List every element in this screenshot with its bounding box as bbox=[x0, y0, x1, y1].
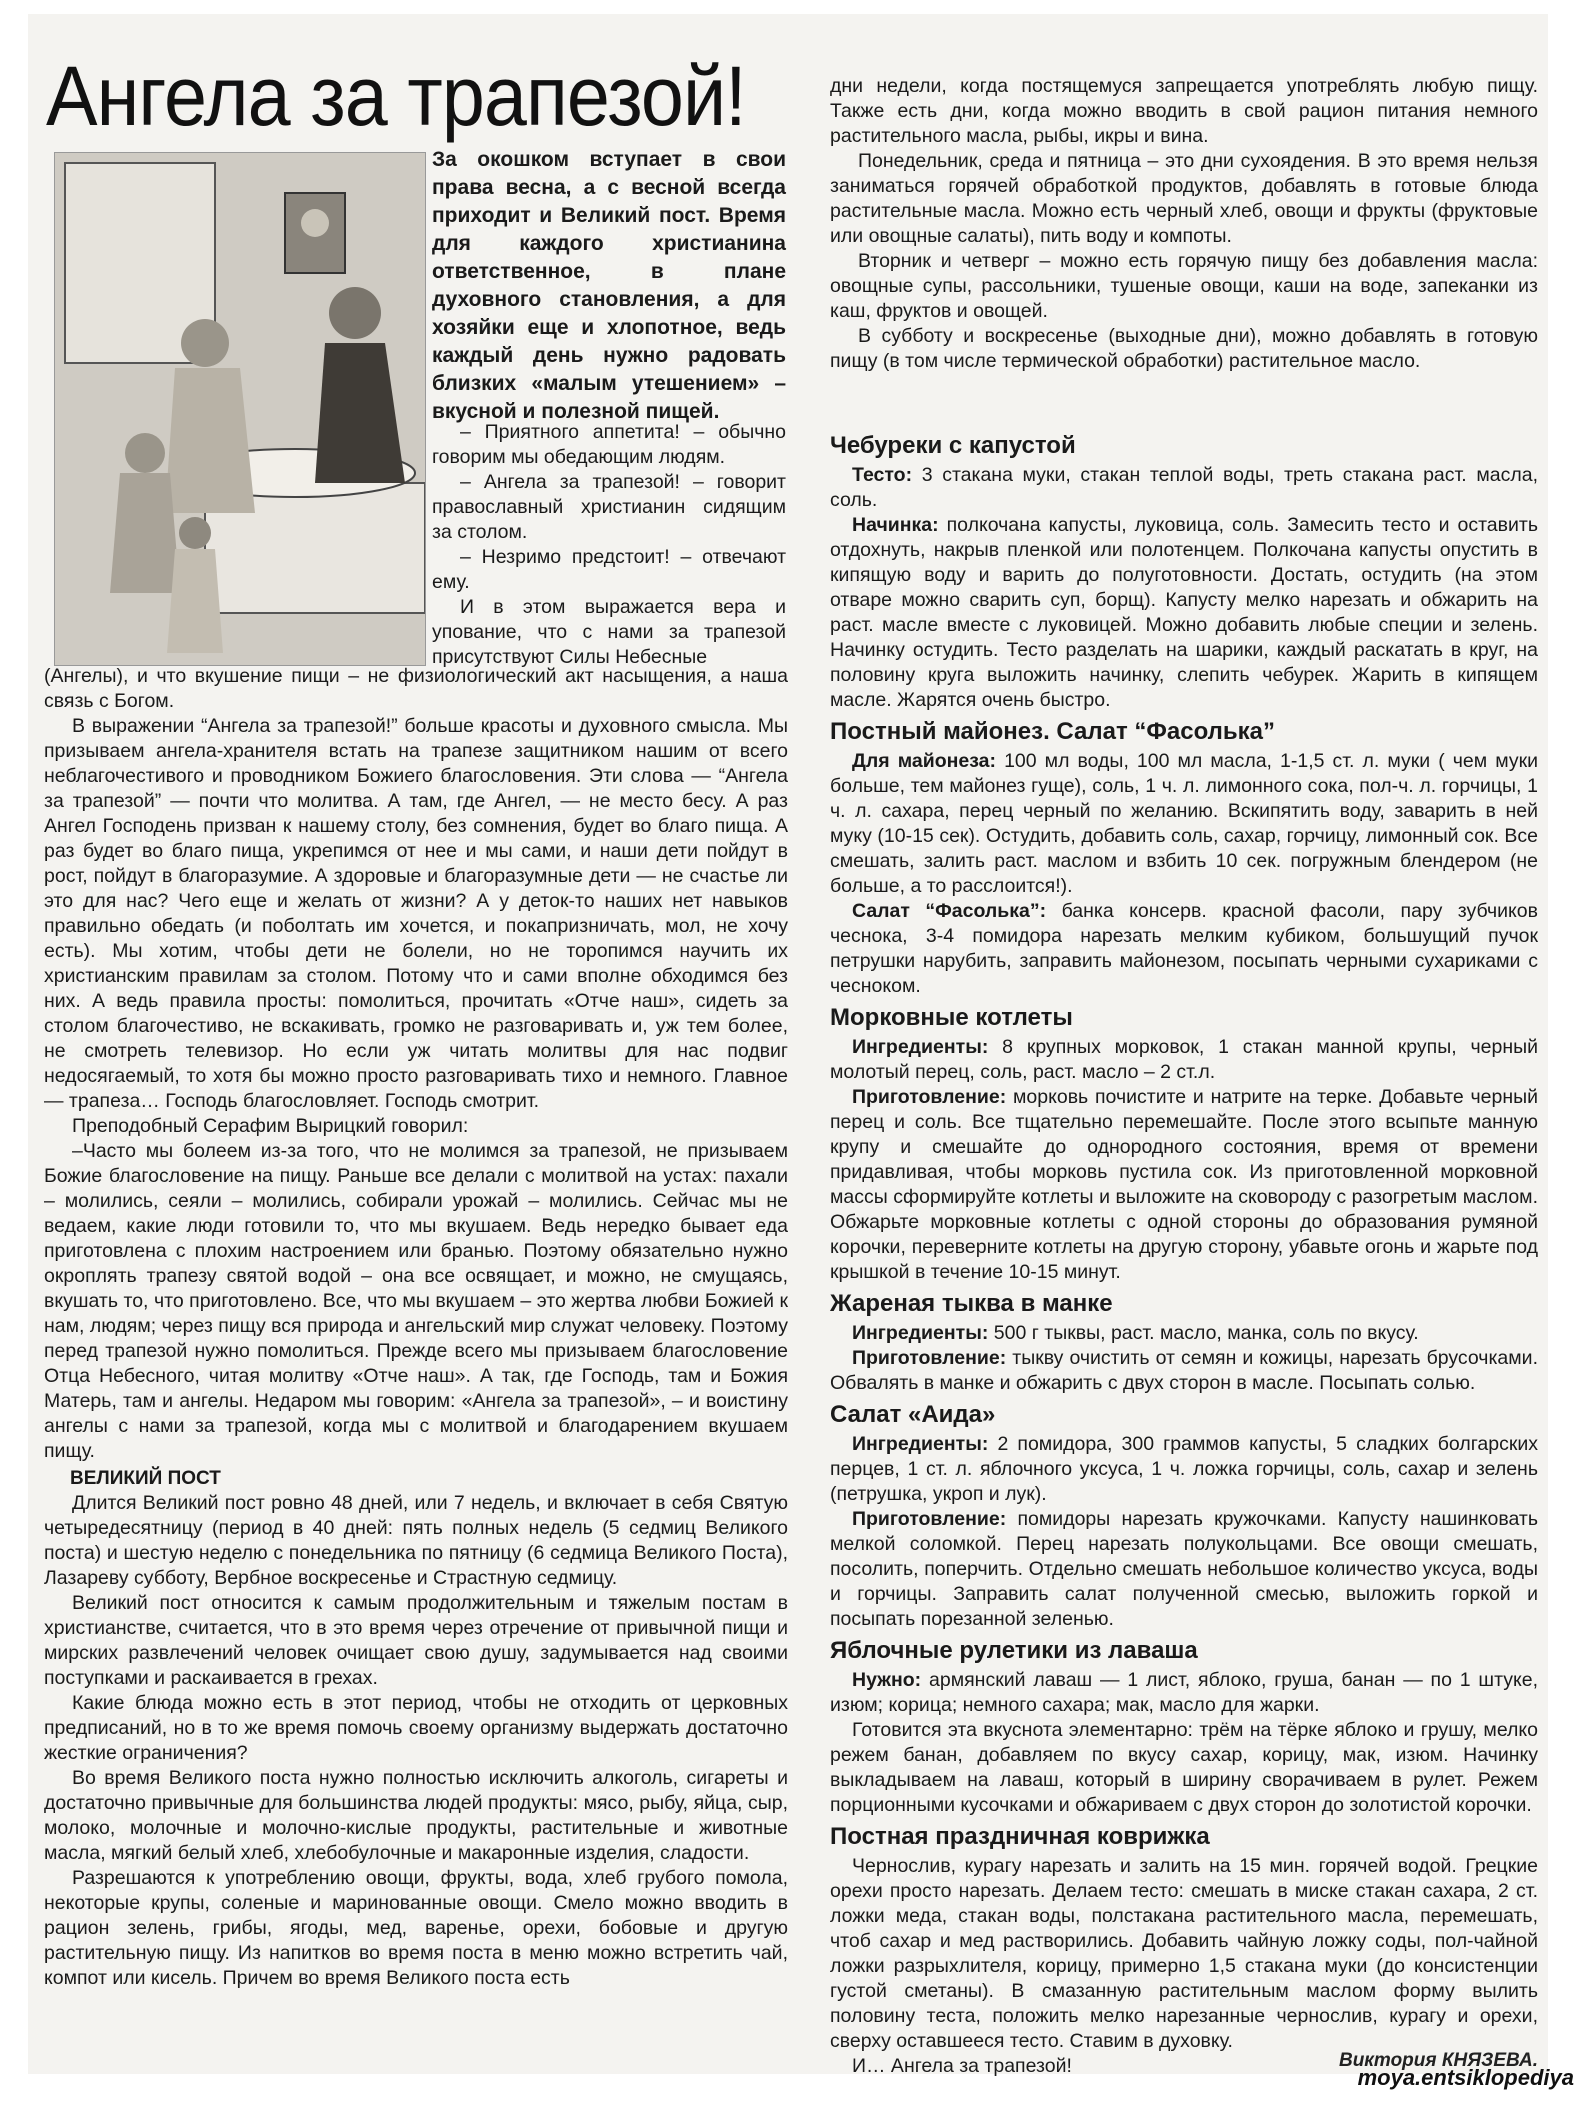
paragraph: В субботу и воскресенье (выходные дни), можно добавлять в готовую пищу (в том числе термической обработки) растительное масло. bbox=[830, 325, 1538, 372]
recipe-label: Приготовление: bbox=[852, 1508, 1007, 1530]
recipe-title: Морковные котлеты bbox=[830, 1004, 1073, 1031]
recipe-text: 8 крупных морковок, 1 стакан манной крупы, черный молотый перец, соль, раст. масло – 2 ст.л. bbox=[830, 1036, 1538, 1083]
paragraph: – Приятного аппетита! – обычно говорим мы обедающим людям. bbox=[432, 421, 786, 468]
recipe-block bbox=[830, 1636, 1538, 1818]
source-watermark: moya.entsiklopediya bbox=[1357, 2065, 1574, 2090]
recipe-title: Чебуреки с капустой bbox=[830, 432, 1076, 459]
recipe-title: Жареная тыква в манке bbox=[830, 1290, 1113, 1317]
recipe-paragraph bbox=[830, 749, 1538, 899]
recipe-text: И… Ангела за трапезой! bbox=[852, 2055, 1072, 2077]
paragraph: дни недели, когда постящемуся запрещается употреблять любую пищу. Также есть дни, когда можно вводить в свой рацион питания немного растительного масла, рыбы, икры и вина. bbox=[830, 75, 1538, 147]
recipe-block bbox=[830, 717, 1538, 999]
recipe-text: морковь почистите и натрите на терке. Добавьте черный перец и соль. Все тщательно перемешайте. После этого всыпьте манную крупу и смешайте до однородного состояния, время от времени придавливая, чтобы морковь пустила сок. Из приготовленной морковной массы сформируйте котлеты и выложите на сковороду с разогретым маслом. Обжарьте морковные котлеты с одной стороны до образования румяной корочки, переверните котлеты на другую сторону, убавьте огонь и жарьте под крышкой в течение 10-15 минут. bbox=[830, 1086, 1538, 1283]
article-lead: За окошком вступает в свои права весна, а с весной всегда приходит и Великий пост. Время для каждого христианина ответственное, в плане духовного становления, а для хозяйки еще и хлопотное, ведь каждый день нужно радовать близких «малым утешением» – вкусной и полезной пищей. bbox=[432, 148, 786, 423]
recipe-paragraph bbox=[830, 1035, 1538, 1085]
recipe-label: Нужно: bbox=[852, 1669, 922, 1691]
paragraph: Разрешаются к употреблению овощи, фрукты, вода, хлеб грубого помола, некоторые крупы, соленые и маринованные овощи. Смело можно вводить в рацион зелень, грибы, ягоды, мед, варенье, орехи, бобовые и другую растительную пищу. Из напитков во время поста в меню можно встретить чай, компот или кисель. Причем во время Великого поста есть bbox=[44, 1867, 788, 1989]
article-title: Ангела за трапезой! bbox=[46, 49, 746, 143]
recipe-paragraph bbox=[830, 1321, 1538, 1346]
recipe-text: помидоры нарезать кружочками. Капусту нашинковать мелкой соломкой. Перец нарезать полукольцами. Все овощи смешать, посолить, поперчить. Отдельно смешать небольшое количество уксуса, воды и горчицы. Заправить салат полученной смесью, выложить горкой и посыпать порезанной зеленью. bbox=[830, 1508, 1538, 1630]
family-prayer-illustration bbox=[54, 152, 426, 666]
paragraph: – Незримо предстоит! – отвечают ему. bbox=[432, 546, 786, 593]
recipe-title: Яблочные рулетики из лаваша bbox=[830, 1637, 1198, 1664]
recipe-paragraph bbox=[830, 1507, 1538, 1632]
recipe-paragraph bbox=[830, 1718, 1538, 1818]
recipe-title: Постный майонез. Салат “Фасолька” bbox=[830, 718, 1276, 745]
recipe-label: Ингредиенты: bbox=[852, 1322, 989, 1344]
recipe-title: Салат «Аида» bbox=[830, 1401, 996, 1428]
recipe-text: тыкву очистить от семян и кожицы, нарезать брусочками. Обвалять в манке и обжарить с двух сторон в масле. Посыпать солью. bbox=[830, 1347, 1538, 1394]
recipe-paragraph bbox=[830, 1854, 1538, 2054]
newspaper-page bbox=[28, 14, 1548, 2077]
recipe-paragraph bbox=[830, 463, 1538, 513]
recipe-text: 100 мл воды, 100 мл масла, 1-1,5 ст. л. муки ( чем муки больше, тем майонез гуще), соль, 1 ч. л. лимонного сока, пол-ч. л. горчицы, 1 ч. л. сахара, перец черный по желанию. Вскипятить воду, заварить в ней муку (10-15 сек). Остудить, добавить соль, сахар, горчицу, лимонный сок. Все смешать, залить раст. маслом и взбить 10 сек. погружным блендером (не больше, а то расслоится!). bbox=[830, 750, 1539, 897]
recipe-title: Постная праздничная коврижка bbox=[830, 1823, 1210, 1850]
recipe-label: Ингредиенты: bbox=[852, 1036, 989, 1058]
recipes-list bbox=[830, 427, 1538, 2079]
recipe-label: Для майонеза: bbox=[852, 750, 997, 772]
paragraph: Вторник и четверг – можно есть горячую пищу без добавления масла: овощные супы, рассольники, тушеные овощи, каши на воде, запеканки из каш, фруктов и овощей. bbox=[830, 250, 1538, 322]
recipe-text: Готовится эта вкуснота элементарно: трём на тёрке яблоко и грушу, мелко режем банан, добавляем по вкусу сахар, корицу, мак, изюм. Начинку выкладываем на лаваш, который в ширину сворачиваем в рулет. Режем порционными кусочками и обжариваем с двух сторон до золотистой корочки. bbox=[830, 1719, 1538, 1816]
recipe-paragraph bbox=[830, 899, 1538, 999]
recipe-text: 3 стакана муки, стакан теплой воды, треть стакана раст. масла, соль. bbox=[830, 464, 1538, 511]
recipe-block bbox=[830, 431, 1538, 713]
recipe-paragraph bbox=[830, 513, 1538, 713]
paragraph: В выражении “Ангела за трапезой!” больше красоты и духовного смысла. Мы призываем ангела-хранителя встать на трапезе защитником нашим от всего неблагочестивого и проводником Божиего благословения. Эти слова — “Ангела за трапезой” — почти что молитва. А там, где Ангел, — не место бесу. А раз Ангел Господень призван к нашему столу, без сомнения, будет во благо пища. А раз будет во благо пища, укрепимся от нее и мы сами, и наши дети пойдут в рост, пойдут в благоразумие. А здоровые и благоразумные дети — не счастье ли это для нас? Чего еще и желать от жизни? А у деток-то наших нет навыков правильно обедать (и поболтать им хочется, и покапризничать, мол, не хочу есть). Мы хотим, чтобы дети не болели, но не торопимся научить их христианским правилам за столом. Потому что и сами вполне обходимся без них. А ведь правила просты: помолиться, прочитать «Отче наш», сидеть за столом благочестиво, не вскакивать, громко не разговаривать и, уж тем более, не смотреть телевизор. Но если уж читать молитвы для нас подвиг недосягаемый, то хотя бы можно просто разговаривать тихо и немного. Главное — трапеза… Господь благословляет. Господь смотрит. bbox=[44, 715, 788, 1112]
paragraph: Великий пост относится к самым продолжительным и тяжелым постам в христианстве, считается, что в это время через отречение от привычной пищи и мирских развлечений человек очищает свою душу, задумывается над своими поступками и раскаивается в грехах. bbox=[44, 1592, 788, 1689]
recipe-label: Тесто: bbox=[852, 464, 913, 486]
recipe-label: Приготовление: bbox=[852, 1086, 1007, 1108]
recipe-text: полкочана капусты, луковица, соль. Замесить тесто и оставить отдохнуть, накрыв пленкой или полотенцем. Полкочана капусты опустить в кипящую воду и варить до полуготовности. Достать, остудить (на этом отваре можно сварить суп, борщ). Капусту мелко нарезать и обжарить на раст. масле вместе с луковицей. Можно добавить любые специи и зелень. Начинку остудить. Тесто разделать на шарики, каждый раскатать в круг, на половину круга выложить начинку, слепить чебурек. Жарить в кипящем масле. Жарятся очень быстро. bbox=[830, 514, 1538, 711]
fasting-days-text bbox=[830, 74, 1538, 374]
paragraph: – Ангела за трапезой! – говорит православный христианин сидящим за столом. bbox=[432, 471, 786, 543]
recipe-paragraph bbox=[830, 1432, 1538, 1507]
recipe-label: Ингредиенты: bbox=[852, 1433, 989, 1455]
recipe-paragraph bbox=[830, 1085, 1538, 1285]
paragraph: (Ангелы), и что вкушение пищи – не физиологический акт насыщения, а наша связь с Богом. bbox=[44, 665, 788, 712]
left-column bbox=[40, 14, 792, 1989]
paragraph: Преподобный Серафим Вырицкий говорил: bbox=[72, 1115, 469, 1137]
recipe-block bbox=[830, 1003, 1538, 1285]
recipe-block bbox=[830, 1289, 1538, 1396]
recipe-text: 500 г тыквы, раст. масло, манка, соль по вкусу. bbox=[988, 1322, 1419, 1344]
recipe-paragraph bbox=[830, 1346, 1538, 1396]
recipe-text: армянский лаваш — 1 лист, яблоко, груша, банан — по 1 штуке, изюм; корица; немного сахара; мак, масло для жарки. bbox=[830, 1669, 1538, 1716]
recipe-paragraph bbox=[830, 1668, 1538, 1718]
recipe-label: Салат “Фасолька”: bbox=[852, 900, 1047, 922]
recipe-label: Приготовление: bbox=[852, 1347, 1007, 1369]
paragraph: –Часто мы болеем из-за того, что не молимся за трапезой, не призываем Божие благословение на пищу. Раньше все делали с молитвой на устах: пахали – молились, сеяли – молились, собирали урожай – молились. Сейчас мы не ведаем, какие люди готовили то, что мы вкушаем. Ведь нередко бывает еда приготовлена с плохим настроением или бранью. Поэтому обязательно нужно окроплять трапезу святой водой – она все освящает, и можно, не смущаясь, вкушать то, что приготовлено. Все, что мы вкушаем – это жертва любви Божией к нам, людям; через пищу вся природа и ангельский мир служат человеку. Поэтому перед трапезой нужно помолиться. Прежде всего мы призываем благословение Отца Небесного, читая молитву «Отче наш». А так, где Господь, там и Божия Матерь, там и ангелы. Недаром мы говорим: «Ангела за трапезой», – и воистину ангелы с нами за трапезой, когда мы с молитвой и благодарением вкушаем пищу. bbox=[44, 1140, 788, 1462]
recipe-text: Чернослив, курагу нарезать и залить на 15 мин. горячей водой. Грецкие орехи просто нарезать. Делаем тесто: смешать в миске стакан сахара, 2 ст. ложки меда, стакан воды, полстакана растительного масла, перемешать, чтоб сахар и мед растворились. Добавить чайную ложку соды, пол-чайной ложки разрыхлителя, корицу, примерно 1,5 стакана муки (до консистенции густой сметаны). В смазанную растительным маслом форму вылить половину теста, положить мелко нарезанные чернослив, курагу и орехи, сверху оставшееся тесто. Ставим в духовку. bbox=[830, 1855, 1538, 2052]
recipe-label: Начинка: bbox=[852, 514, 939, 536]
paragraph: Понедельник, среда и пятница – это дни сухоядения. В это время нельзя заниматься горячей обработкой продуктов, добавлять в готовые блюда растительные масла. Можно есть черный хлеб, овощи и фрукты (фруктовые или овощные салаты), пить воду и компоты. bbox=[830, 150, 1538, 247]
paragraph: Длится Великий пост ровно 48 дней, или 7 недель, и включает в себя Святую четыредесятницу (период в 40 дней: пять полных недель (5 седмиц Великого поста) и шестую неделю с понедельника по пятницу (6 седмица Великого Поста), Лазареву субботу, Вербное воскресенье и Страстную седмицу. bbox=[44, 1492, 788, 1589]
recipe-text: 2 помидора, 300 граммов капусты, 5 сладких болгарских перцев, 1 ст. л. яблочного уксуса, 1 ч. ложка горчицы, соль, сахар и зелень (петрушка, укроп и лук). bbox=[830, 1433, 1538, 1505]
paragraph: И в этом выражается вера и упование, что с нами за трапезой присутствуют Силы Небесные bbox=[432, 596, 786, 668]
recipe-block bbox=[830, 1822, 1538, 2079]
paragraph: Во время Великого поста нужно полностью исключить алкоголь, сигареты и достаточно привычные для большинства людей продукты: мясо, рыбу, яйца, сыр, молоко, молочные и молочно-кислые продукты, растительные и животные масла, мягкий белый хлеб, хлебобулочные и макаронные изделия, сладости. bbox=[44, 1767, 788, 1864]
intro-dialogue bbox=[432, 420, 786, 670]
recipe-text: банка консерв. красной фасоли, пару зубчиков чеснока, 3-4 помидора нарезать мелким кубиком, большущий пучок петрушки нарубить, заправить майонезом, посыпать черными сухариками с чесноком. bbox=[830, 900, 1538, 997]
section-heading: ВЕЛИКИЙ ПОСТ bbox=[70, 1468, 221, 1489]
paragraph: Какие блюда можно есть в этот период, чтобы не отходить от церковных предписаний, но в то же время помочь своему организму выдержать достаточно жесткие ограничения? bbox=[44, 1692, 788, 1764]
recipe-block bbox=[830, 1400, 1538, 1632]
article-body bbox=[44, 664, 788, 1991]
author-signature: Виктория КНЯЗЕВА. bbox=[1338, 2050, 1538, 2071]
